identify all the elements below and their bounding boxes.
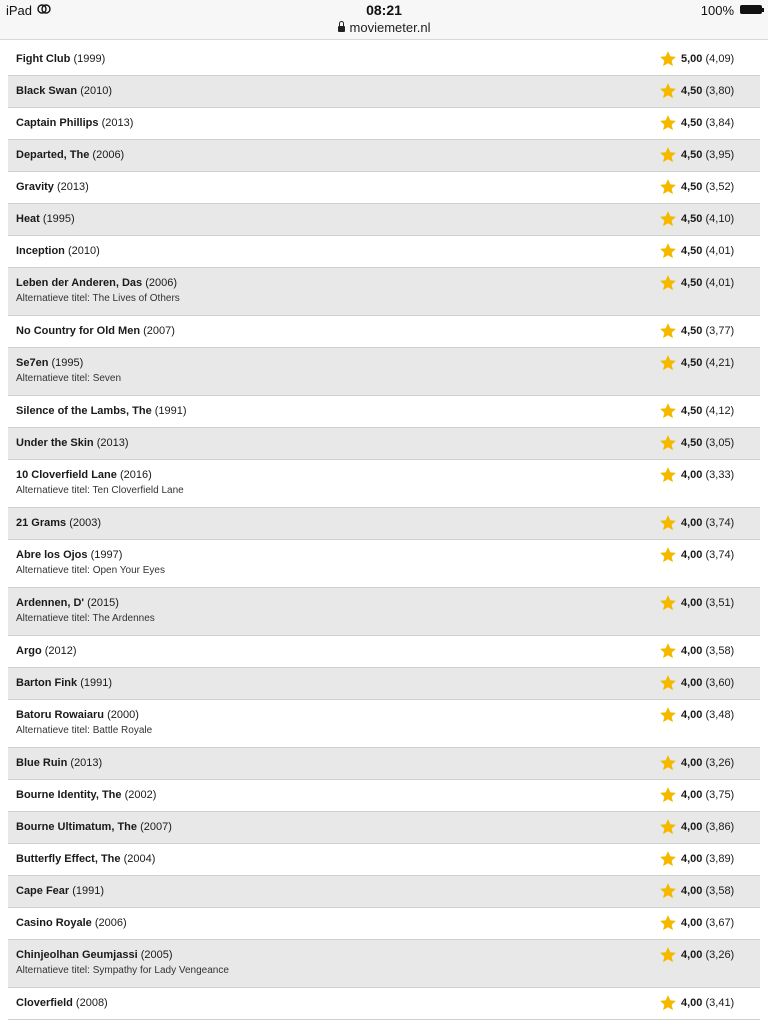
- average-rating: (3,26): [705, 949, 735, 961]
- score: [681, 709, 734, 721]
- average-rating: (3,60): [705, 677, 735, 689]
- movie-year: (2013): [70, 757, 103, 769]
- my-rating: 4,00: [681, 885, 703, 897]
- movie-name[interactable]: Blue Ruin: [16, 757, 68, 769]
- movie-title[interactable]: [16, 469, 152, 481]
- movie-name[interactable]: Departed, The: [16, 149, 90, 161]
- lock-icon: [338, 26, 345, 32]
- score: [681, 549, 734, 561]
- score: [681, 853, 734, 865]
- star-icon: [659, 354, 677, 372]
- movie-title[interactable]: [16, 885, 104, 897]
- my-rating: 4,00: [681, 789, 703, 801]
- score: [681, 789, 734, 801]
- average-rating: (4,21): [705, 357, 735, 369]
- star-icon: [659, 850, 677, 868]
- movie-year: (2002): [124, 789, 157, 801]
- star-icon: [659, 210, 677, 228]
- movie-title[interactable]: [16, 325, 175, 337]
- movie-year: (2012): [44, 645, 77, 657]
- my-rating: 4,50: [681, 325, 703, 337]
- movie-name[interactable]: Under the Skin: [16, 437, 94, 449]
- movie-year: (2010): [80, 85, 112, 97]
- score: [681, 405, 734, 417]
- movie-title[interactable]: [16, 53, 105, 65]
- average-rating: (3,05): [705, 437, 735, 449]
- movie-year: (2013): [96, 437, 129, 449]
- average-rating: (3,75): [705, 789, 735, 801]
- movie-row[interactable]: [8, 108, 760, 140]
- movie-year: (2013): [101, 117, 134, 129]
- star-icon: [659, 914, 677, 932]
- score: [681, 645, 734, 657]
- score: [681, 117, 734, 129]
- star-icon: [659, 146, 677, 164]
- movie-row[interactable]: [8, 844, 760, 876]
- movie-row[interactable]: [8, 396, 760, 428]
- movie-title[interactable]: [16, 597, 119, 609]
- movie-year: (2004): [123, 853, 156, 865]
- star-icon: [659, 642, 677, 660]
- my-rating: 4,50: [681, 357, 703, 369]
- movie-year: (2010): [67, 245, 100, 257]
- score: [681, 181, 734, 193]
- movie-title[interactable]: [16, 709, 139, 721]
- my-rating: 4,00: [681, 469, 703, 481]
- movie-name[interactable]: Barton Fink: [16, 677, 78, 689]
- my-rating: 4,50: [681, 213, 703, 225]
- average-rating: (3,26): [705, 757, 735, 769]
- score: [681, 245, 734, 257]
- movie-list: [8, 44, 760, 1020]
- score: [681, 277, 734, 289]
- movie-title[interactable]: [16, 405, 187, 417]
- movie-name[interactable]: Leben der Anderen, Das: [16, 277, 143, 289]
- clock: 08:21: [366, 2, 402, 18]
- movie-row[interactable]: [8, 428, 760, 460]
- movie-year: (1991): [154, 405, 187, 417]
- score: [681, 821, 734, 833]
- my-rating: 4,50: [681, 245, 703, 257]
- movie-name[interactable]: No Country for Old Men: [16, 325, 141, 337]
- score: [681, 213, 734, 225]
- star-icon: [659, 594, 677, 612]
- movie-title[interactable]: [16, 645, 77, 657]
- average-rating: (3,58): [705, 885, 735, 897]
- movie-row[interactable]: [8, 76, 760, 108]
- average-rating: (3,67): [705, 917, 735, 929]
- movie-title[interactable]: [16, 517, 101, 529]
- battery-icon: [740, 5, 762, 14]
- movie-name[interactable]: Gravity: [16, 181, 54, 193]
- average-rating: (4,01): [705, 277, 735, 289]
- my-rating: 5,00: [681, 53, 703, 65]
- alternative-title: Alternatieve titel: Seven: [16, 373, 122, 384]
- star-icon: [659, 50, 677, 68]
- movie-title[interactable]: [16, 853, 155, 865]
- score: [681, 677, 734, 689]
- movie-year: (2007): [140, 821, 172, 833]
- star-icon: [659, 946, 677, 964]
- alternative-title: Alternatieve titel: The Ardennes: [16, 613, 155, 624]
- movie-row[interactable]: [8, 700, 760, 748]
- star-icon: [659, 674, 677, 692]
- average-rating: (3,89): [705, 853, 735, 865]
- movie-row[interactable]: [8, 588, 760, 636]
- movie-title[interactable]: [16, 245, 100, 257]
- score: [681, 53, 734, 65]
- movie-title[interactable]: [16, 117, 133, 129]
- movie-name[interactable]: Abre los Ojos: [16, 549, 88, 561]
- movie-name[interactable]: Chinjeolhan Geumjassi: [16, 949, 138, 961]
- average-rating: (3,74): [705, 549, 735, 561]
- star-icon: [659, 178, 677, 196]
- movie-row[interactable]: [8, 460, 760, 508]
- movie-title[interactable]: [16, 85, 112, 97]
- movie-row[interactable]: [8, 140, 760, 172]
- star-icon: [659, 82, 677, 100]
- movie-row[interactable]: [8, 780, 760, 812]
- movie-title[interactable]: [16, 757, 102, 769]
- my-rating: 4,00: [681, 549, 703, 561]
- score: [681, 757, 734, 769]
- movie-name[interactable]: Argo: [16, 645, 42, 657]
- movie-name[interactable]: Heat: [16, 213, 40, 225]
- movie-name[interactable]: Batoru Rowaiaru: [16, 709, 105, 721]
- movie-row[interactable]: [8, 940, 760, 988]
- movie-title[interactable]: [16, 181, 89, 193]
- movie-year: (2006): [145, 277, 177, 289]
- movie-name[interactable]: Silence of the Lambs, The: [16, 405, 152, 417]
- my-rating: 4,00: [681, 709, 703, 721]
- movie-year: (1997): [90, 549, 123, 561]
- movie-name[interactable]: Se7en: [16, 357, 49, 369]
- score: [681, 517, 734, 529]
- movie-year: (2008): [75, 997, 108, 1009]
- movie-name[interactable]: Cloverfield: [16, 997, 73, 1009]
- score: [681, 325, 734, 337]
- star-icon: [659, 818, 677, 836]
- movie-title[interactable]: [16, 549, 122, 561]
- star-icon: [659, 786, 677, 804]
- movie-year: (1995): [42, 213, 75, 225]
- status-bar: [0, 0, 768, 40]
- score: [681, 997, 734, 1009]
- movie-row[interactable]: [8, 172, 760, 204]
- average-rating: (4,12): [705, 405, 735, 417]
- movie-row[interactable]: [8, 508, 760, 540]
- movie-name[interactable]: Captain Phillips: [16, 117, 99, 129]
- device-label: iPad: [6, 3, 33, 18]
- movie-row[interactable]: [8, 204, 760, 236]
- average-rating: (3,95): [705, 149, 735, 161]
- star-icon: [659, 754, 677, 772]
- alternative-title: Alternatieve titel: Open Your Eyes: [16, 565, 165, 576]
- average-rating: (3,86): [705, 821, 735, 833]
- average-rating: (3,51): [705, 597, 735, 609]
- average-rating: (3,52): [705, 181, 735, 193]
- score: [681, 149, 734, 161]
- movie-title[interactable]: [16, 789, 156, 801]
- average-rating: (4,09): [705, 53, 735, 65]
- star-icon: [659, 322, 677, 340]
- movie-name[interactable]: Casino Royale: [16, 917, 92, 929]
- score: [681, 597, 734, 609]
- movie-title[interactable]: [16, 277, 177, 289]
- my-rating: 4,50: [681, 85, 703, 97]
- movie-row[interactable]: [8, 748, 760, 780]
- my-rating: 4,50: [681, 181, 703, 193]
- average-rating: (4,01): [705, 245, 735, 257]
- star-icon: [659, 514, 677, 532]
- movie-name[interactable]: Bourne Ultimatum, The: [16, 821, 138, 833]
- my-rating: 4,00: [681, 917, 703, 929]
- score: [681, 357, 734, 369]
- my-rating: 4,50: [681, 117, 703, 129]
- star-icon: [659, 994, 677, 1012]
- movie-title[interactable]: [16, 821, 172, 833]
- my-rating: 4,50: [681, 277, 703, 289]
- address-bar[interactable]: [0, 20, 768, 35]
- my-rating: 4,00: [681, 949, 703, 961]
- average-rating: (3,33): [705, 469, 735, 481]
- star-icon: [659, 434, 677, 452]
- movie-year: (1991): [72, 885, 105, 897]
- movie-name[interactable]: Butterfly Effect, The: [16, 853, 121, 865]
- star-icon: [659, 274, 677, 292]
- star-icon: [659, 114, 677, 132]
- url-text: moviemeter.nl: [349, 20, 431, 35]
- alternative-title: Alternatieve titel: Sympathy for Lady Vengeance: [16, 965, 229, 976]
- score: [681, 949, 734, 961]
- battery-percentage: 100%: [700, 3, 734, 18]
- average-rating: (3,84): [705, 117, 735, 129]
- score: [681, 437, 734, 449]
- movie-year: (2013): [56, 181, 89, 193]
- my-rating: 4,00: [681, 677, 703, 689]
- movie-row[interactable]: [8, 988, 760, 1020]
- movie-year: (1991): [80, 677, 112, 689]
- movie-name[interactable]: Black Swan: [16, 85, 78, 97]
- average-rating: (3,48): [705, 709, 735, 721]
- movie-title[interactable]: [16, 997, 108, 1009]
- star-icon: [659, 466, 677, 484]
- score: [681, 917, 734, 929]
- score: [681, 85, 734, 97]
- my-rating: 4,50: [681, 149, 703, 161]
- star-icon: [659, 706, 677, 724]
- movie-year: (2003): [69, 517, 102, 529]
- movie-title[interactable]: [16, 357, 83, 369]
- score: [681, 885, 734, 897]
- movie-year: (1999): [73, 53, 106, 65]
- movie-row[interactable]: [8, 908, 760, 940]
- star-icon: [659, 402, 677, 420]
- movie-row[interactable]: [8, 268, 760, 316]
- my-rating: 4,00: [681, 597, 703, 609]
- average-rating: (3,58): [705, 645, 735, 657]
- movie-title[interactable]: [16, 437, 128, 449]
- movie-name[interactable]: Ardennen, D': [16, 597, 85, 609]
- movie-year: (2015): [87, 597, 119, 609]
- movie-year: (2006): [92, 149, 125, 161]
- movie-row[interactable]: [8, 812, 760, 844]
- my-rating: 4,50: [681, 405, 703, 417]
- average-rating: (3,80): [705, 85, 735, 97]
- alternative-title: Alternatieve titel: The Lives of Others: [16, 293, 180, 304]
- alternative-title: Alternatieve titel: Ten Cloverfield Lane: [16, 485, 184, 496]
- movie-year: (2000): [107, 709, 139, 721]
- movie-year: (2007): [143, 325, 175, 337]
- movie-row[interactable]: [8, 636, 760, 668]
- average-rating: (4,10): [705, 213, 735, 225]
- my-rating: 4,00: [681, 517, 703, 529]
- movie-name[interactable]: Bourne Identity, The: [16, 789, 122, 801]
- my-rating: 4,00: [681, 821, 703, 833]
- movie-name[interactable]: Cape Fear: [16, 885, 70, 897]
- movie-name[interactable]: Inception: [16, 245, 65, 257]
- movie-row[interactable]: [8, 876, 760, 908]
- my-rating: 4,00: [681, 757, 703, 769]
- star-icon: [659, 882, 677, 900]
- movie-year: (1995): [51, 357, 84, 369]
- average-rating: (3,74): [705, 517, 735, 529]
- movie-row[interactable]: [8, 316, 760, 348]
- average-rating: (3,41): [705, 997, 735, 1009]
- movie-name[interactable]: Fight Club: [16, 53, 71, 65]
- movie-title[interactable]: [16, 949, 173, 961]
- my-rating: 4,00: [681, 853, 703, 865]
- movie-title[interactable]: [16, 213, 75, 225]
- movie-name[interactable]: 10 Cloverfield Lane: [16, 469, 117, 481]
- movie-title[interactable]: [16, 677, 112, 689]
- movie-title[interactable]: [16, 149, 124, 161]
- movie-year: (2006): [94, 917, 127, 929]
- movie-name[interactable]: 21 Grams: [16, 517, 67, 529]
- movie-year: (2005): [140, 949, 173, 961]
- movie-year: (2016): [119, 469, 152, 481]
- movie-title[interactable]: [16, 917, 127, 929]
- movie-row[interactable]: [8, 348, 760, 396]
- movie-row[interactable]: [8, 540, 760, 588]
- my-rating: 4,00: [681, 645, 703, 657]
- star-icon: [659, 242, 677, 260]
- alternative-title: Alternatieve titel: Battle Royale: [16, 725, 153, 736]
- movie-row[interactable]: [8, 668, 760, 700]
- score: [681, 469, 734, 481]
- my-rating: 4,00: [681, 997, 703, 1009]
- average-rating: (3,77): [705, 325, 735, 337]
- star-icon: [659, 546, 677, 564]
- my-rating: 4,50: [681, 437, 703, 449]
- movie-row[interactable]: [8, 44, 760, 76]
- movie-row[interactable]: [8, 236, 760, 268]
